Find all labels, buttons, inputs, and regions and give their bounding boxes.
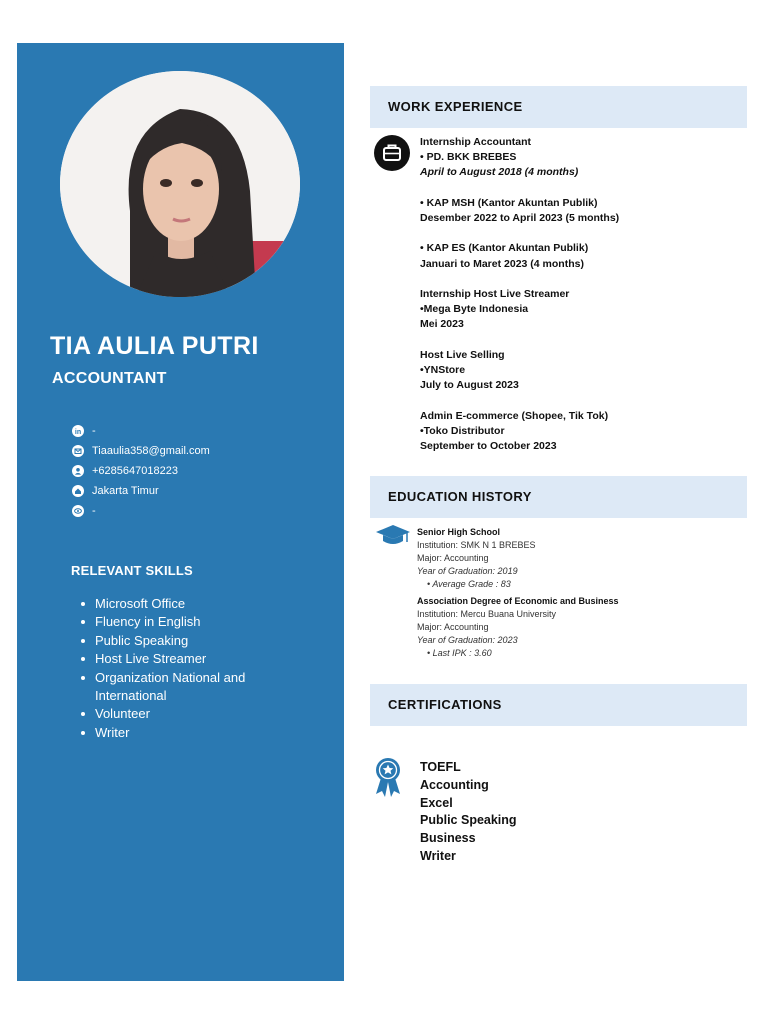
skill-item: Public Speaking [78,632,278,650]
job-title: Admin E-commerce (Shopee, Tik Tok) [420,409,609,422]
institution: Institution: SMK N 1 BREBES [417,540,536,550]
education-entry [417,526,737,591]
email-text: Tiaaulia358@gmail.com [92,445,210,457]
major: Major: Accounting [417,622,489,632]
phone-text: +6285647018223 [92,465,178,477]
skills-title: RELEVANT SKILLS [71,563,193,578]
skill-item: Organization National and International [78,669,278,706]
education-list [417,526,737,664]
job-period: April to August 2018 (4 months) [420,166,579,179]
job-company: • KAP MSH (Kantor Akuntan Publik) [420,196,598,209]
degree: Senior High School [417,527,501,537]
portrait-image [60,71,300,297]
major: Major: Accounting [417,553,489,563]
linkedin-text: - [92,425,96,437]
work-entry [420,287,630,333]
job-title: Internship Host Live Streamer [420,287,570,300]
email-icon [72,445,84,457]
work-experience-title: WORK EXPERIENCE [388,99,523,114]
job-company: •Toko Distributor [420,424,505,437]
job-title: Host Live Selling [420,348,505,361]
skill-item: Volunteer [78,705,278,723]
job-period: Januari to Maret 2023 (4 months) [420,257,584,270]
degree: Association Degree of Economic and Business [417,596,619,606]
job-company: •Mega Byte Indonesia [420,303,529,316]
work-entry [420,409,630,455]
graduation-year: Year of Graduation: 2019 [417,566,518,576]
job-period: July to August 2023 [420,379,519,392]
location-text: Jakarta Timur [92,485,159,497]
home-icon [72,485,84,497]
certifications-list [420,759,517,866]
briefcase-icon [374,135,410,171]
skill-item: Host Live Streamer [78,650,278,668]
job-period: Mei 2023 [420,318,464,331]
profile-role: ACCOUNTANT [52,370,167,387]
grade: • Average Grade : 83 [427,579,511,589]
certifications-header [370,684,747,726]
certification-item: TOEFL [420,760,461,774]
contact-phone [72,461,210,481]
work-entry [420,135,630,181]
skill-item: Microsoft Office [78,595,278,613]
graduation-year: Year of Graduation: 2023 [417,635,518,645]
certifications-title: CERTIFICATIONS [388,697,502,712]
education-title: EDUCATION HISTORY [388,489,532,504]
user-icon [72,465,84,477]
work-entry [420,348,630,394]
job-title: Internship Accountant [420,136,532,148]
certification-item: Public Speaking [420,813,517,828]
certification-item: Writer [420,848,456,863]
skills-list [78,595,278,742]
profile-name: TIA AULIA PUTRI [50,332,259,360]
skill-item: Writer [78,724,278,742]
education-entry [417,595,737,660]
website-text: - [92,505,96,517]
linkedin-icon [72,425,84,437]
institution: Institution: Mercu Buana University [417,609,557,619]
work-experience-header [370,86,747,128]
certification-item: Excel [420,795,453,810]
contact-email [72,441,210,461]
eye-icon [72,505,84,517]
work-list [420,135,630,454]
certification-item: Accounting [420,777,489,792]
certification-item: Business [420,831,476,846]
job-period: September to October 2023 [420,439,557,452]
grade: • Last IPK : 3.60 [427,648,492,658]
job-company: •YNStore [420,363,466,376]
job-company: • KAP ES (Kantor Akuntan Publik) [420,242,589,255]
sidebar [17,43,344,981]
education-header [370,476,747,518]
graduation-cap-icon [374,523,412,552]
work-entry [420,196,630,226]
contact-linkedin [72,421,210,441]
contact-location [72,481,210,501]
contact-website [72,501,210,521]
svg-text:in: in [74,429,82,436]
profile-photo [60,71,300,297]
work-entry [420,241,630,271]
award-ribbon-icon [373,756,403,803]
skill-item: Fluency in English [78,613,278,631]
job-company: • PD. BKK BREBES [420,151,517,164]
contact-list [72,421,210,521]
job-period: Desember 2022 to April 2023 (5 months) [420,212,620,224]
